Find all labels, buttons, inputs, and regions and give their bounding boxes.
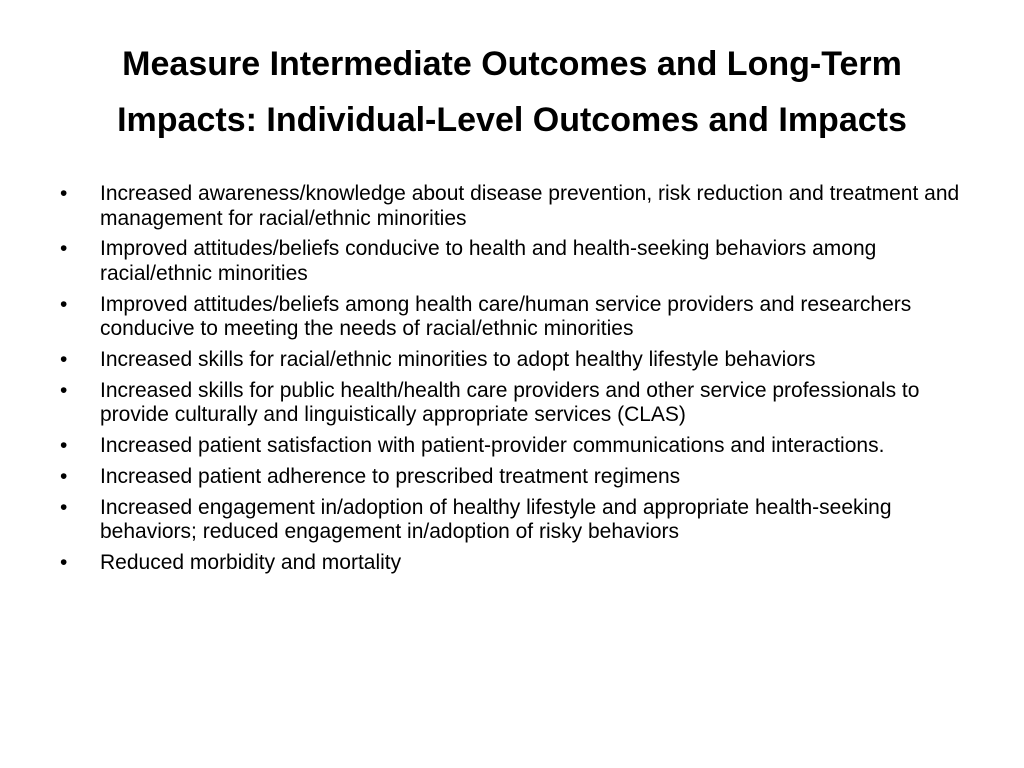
bullet-text: Increased skills for public health/health care providers and other service professionals to provide culturally and linguistically appropriate services (CLAS) xyxy=(100,378,920,427)
bullet-text: Increased engagement in/adoption of healthy lifestyle and appropriate health-seeking behaviors; reduced engagement in/adoption of risky behaviors xyxy=(100,495,892,544)
bullet-item-attitudes-providers xyxy=(58,293,978,342)
bullet-mark: • xyxy=(60,347,68,371)
bullet-text: Improved attitudes/beliefs among health care/human service providers and researchers conducive to meeting the needs of racial/ethnic minorities xyxy=(100,292,912,341)
slide-title xyxy=(40,36,984,148)
bullet-item-skills-providers xyxy=(58,379,978,428)
bullet-text: Increased patient adherence to prescribed treatment regimens xyxy=(100,464,681,488)
bullet-item-morbidity-mortality xyxy=(58,551,978,576)
bullet-mark: • xyxy=(60,292,68,316)
bullet-item-skills-minorities xyxy=(58,348,978,373)
bullet-item-patient-satisfaction xyxy=(58,434,978,459)
bullet-mark: • xyxy=(60,182,68,205)
bullet-item-awareness xyxy=(58,182,978,231)
bullet-list xyxy=(58,182,978,582)
bullet-mark: • xyxy=(60,550,68,574)
bullet-text: Improved attitudes/beliefs conducive to health and health-seeking behaviors among racial/ethnic minorities xyxy=(100,237,877,285)
bullet-text: Reduced morbidity and mortality xyxy=(100,550,402,574)
slide-title-line-2: Impacts: Individual-Level Outcomes and Impacts xyxy=(117,101,907,139)
bullet-item-attitudes-minorities xyxy=(58,237,978,286)
bullet-mark: • xyxy=(60,495,68,519)
slide-title-line-1: Measure Intermediate Outcomes and Long-Term xyxy=(122,45,902,83)
bullet-item-engagement xyxy=(58,496,978,545)
bullet-mark: • xyxy=(60,464,68,488)
bullet-text: Increased skills for racial/ethnic minorities to adopt healthy lifestyle behaviors xyxy=(100,347,816,371)
bullet-text: Increased patient satisfaction with patient-provider communications and interactions. xyxy=(100,433,885,457)
bullet-mark: • xyxy=(60,237,68,261)
bullet-text: Increased awareness/knowledge about disease prevention, risk reduction and treatment and management for racial/ethnic minorities xyxy=(100,182,960,230)
bullet-mark: • xyxy=(60,378,68,402)
bullet-item-patient-adherence xyxy=(58,465,978,490)
bullet-mark: • xyxy=(60,433,68,457)
